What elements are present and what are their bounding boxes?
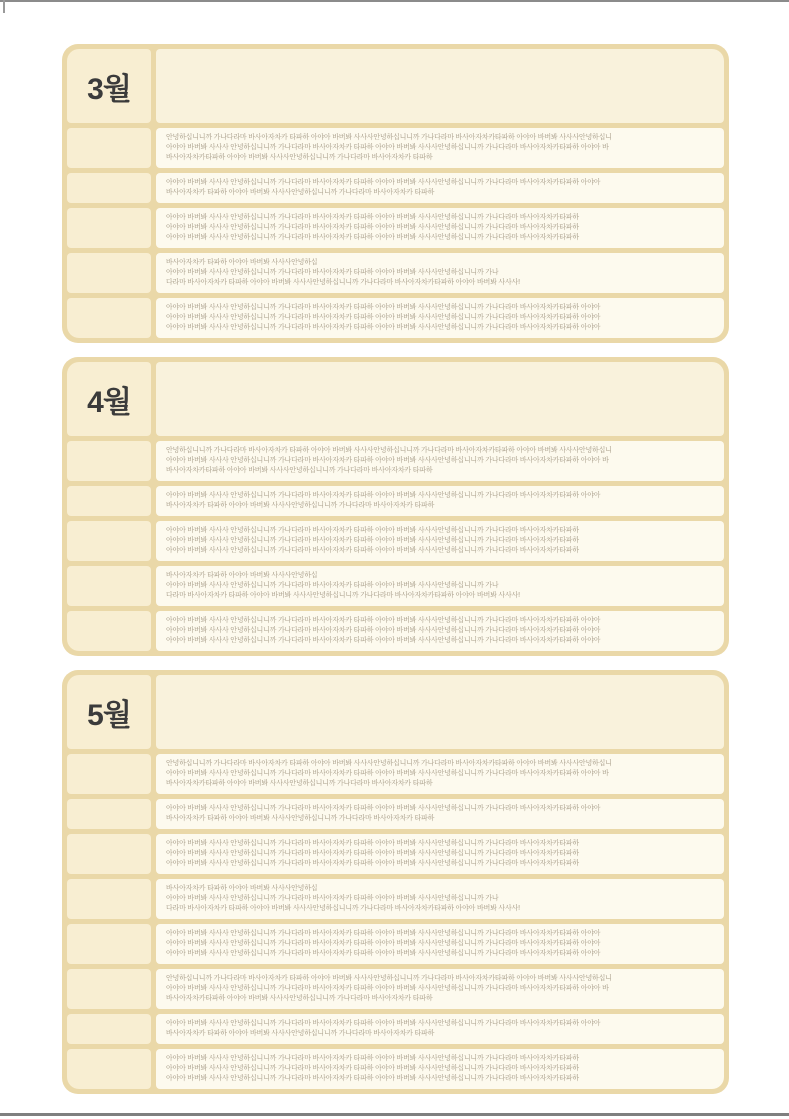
row-text-line: 바사아자차카 타파하 아야아 바버봐 사사사안녕하십 bbox=[166, 885, 318, 892]
row-text-line: 바사아자차카타파하 아야아 바버봐 사사사안녕하십니니까 가나다라마 바사아자차카 타파하 bbox=[166, 780, 433, 787]
row-content-cell bbox=[156, 879, 724, 919]
row-side-cell bbox=[67, 1014, 151, 1044]
row-text-line: 아야아 바버봐 사사사 안녕하십니니까 가나다라마 바사아자차카 타파하 아야아 바버봐 사사사안녕하십니니까 가나다라마 바사아자차카타파하 아야아 bbox=[166, 304, 601, 311]
month-label: 3월 bbox=[87, 73, 131, 106]
row-text-line: 아야아 바버봐 사사사 안녕하십니니까 가나다라마 바사아자차카 타파하 아야아 바버봐 사사사안녕하십니니까 가나다라마 바사아자차카타파하 bbox=[166, 1055, 579, 1062]
row-text-line: 아야아 바버봐 사사사 안녕하십니니까 가나다라마 바사아자차카 타파하 아야아 바버봐 사사사안녕하십니니까 가나다라마 바사아자차카타파하 아야아 bbox=[166, 627, 601, 634]
row-text-line: 안녕하십니니까 가나다라마 바사아자차카 타파하 아야아 바버봐 사사사안녕하십니니까 가나다라마 바사아자차카타파하 아야아 바버봐 사사사안녕하십니 bbox=[166, 447, 612, 454]
row-text-line: 아야아 바버봐 사사사 안녕하십니니까 가나다라마 바사아자차카 타파하 아야아 바버봐 사사사안녕하십니니까 가나다라마 바사아자차카타파하 bbox=[166, 224, 579, 231]
row-content-cell bbox=[156, 1014, 724, 1044]
row-text-line: 아야아 바버봐 사사사 안녕하십니니까 가나다라마 바사아자차카 타파하 아야아 바버봐 사사사안녕하십니니까 가나다라마 바사아자차카타파하 bbox=[166, 234, 579, 241]
month-label: 4월 bbox=[87, 386, 131, 419]
row-text-line: 안녕하십니니까 가나다라마 바사아자차카 타파하 아야아 바버봐 사사사안녕하십니니까 가나다라마 바사아자차카타파하 아야아 바버봐 사사사안녕하십니 bbox=[166, 760, 612, 767]
row-side-cell bbox=[67, 799, 151, 829]
row-content-cell bbox=[156, 566, 724, 606]
row-side-cell bbox=[67, 834, 151, 874]
row-content-cell bbox=[156, 173, 724, 203]
row-text-line: 바사아자차카 타파하 아야아 바버봐 사사사안녕하십 bbox=[166, 572, 318, 579]
row-content-cell bbox=[156, 969, 724, 1009]
month-section-april bbox=[62, 357, 729, 656]
row-content-cell bbox=[156, 754, 724, 794]
row-side-cell bbox=[67, 173, 151, 203]
month-label-cell bbox=[67, 675, 151, 749]
row-content-cell bbox=[156, 1049, 724, 1089]
window-left-edge-tick bbox=[3, 0, 5, 13]
row-text-line: 아야아 바버봐 사사사 안녕하십니니까 가나다라마 바사아자차카 타파하 아야아 바버봐 사사사안녕하십니니까 가나다라마 바사아자차카타파하 아야아 bbox=[166, 314, 601, 321]
month-header-cell bbox=[156, 362, 724, 436]
row-text-line: 안녕하십니니까 가나다라마 바사아자차카 타파하 아야아 바버봐 사사사안녕하십니니까 가나다라마 바사아자차카타파하 아야아 바버봐 사사사안녕하십니 bbox=[166, 975, 612, 982]
row-side-cell bbox=[67, 521, 151, 561]
row-content-cell bbox=[156, 611, 724, 651]
row-content-cell bbox=[156, 441, 724, 481]
row-text-line: 바사아자차카타파하 아야아 바버봐 사사사안녕하십니니까 가나다라마 바사아자차카 타파하 bbox=[166, 995, 433, 1002]
months-board bbox=[62, 44, 729, 1108]
row-text-line: 아야아 바버봐 사사사 안녕하십니니까 가나다라마 바사아자차카 타파하 아야아 바버봐 사사사안녕하십니니까 가나다라마 바사아자차카타파하 아야아 바 bbox=[166, 457, 609, 464]
row-text-line: 아야아 바버봐 사사사 안녕하십니니까 가나다라마 바사아자차카 타파하 아야아 바버봐 사사사안녕하십니니까 가나다라마 바사아자차카타파하 아야아 bbox=[166, 637, 601, 644]
row-side-cell bbox=[67, 298, 151, 338]
row-content-cell bbox=[156, 834, 724, 874]
row-text-line: 안녕하십니니까 가나다라마 바사아자차카 타파하 아야아 바버봐 사사사안녕하십니니까 가나다라마 바사아자차카타파하 아야아 바버봐 사사사안녕하십니 bbox=[166, 134, 612, 141]
row-content-cell bbox=[156, 486, 724, 516]
row-text-line: 다라마 바사아자차카 타파하 아야아 바버봐 사사사안녕하십니니까 가나다라마 바사아자차카타파하 아야아 바버봐 사사사! bbox=[166, 905, 520, 912]
row-text-line: 아야아 바버봐 사사사 안녕하십니니까 가나다라마 바사아자차카 타파하 아야아 바버봐 사사사안녕하십니니까 가나다라마 바사아자차카타파하 bbox=[166, 547, 579, 554]
row-text-line: 바사아자차카타파하 아야아 바버봐 사사사안녕하십니니까 가나다라마 바사아자차카 타파하 bbox=[166, 467, 433, 474]
row-text-line: 아야아 바버봐 사사사 안녕하십니니까 가나다라마 바사아자차카 타파하 아야아 바버봐 사사사안녕하십니니까 가나 bbox=[166, 582, 499, 589]
row-side-cell bbox=[67, 969, 151, 1009]
row-text-line: 아야아 바버봐 사사사 안녕하십니니까 가나다라마 바사아자차카 타파하 아야아 바버봐 사사사안녕하십니니까 가나다라마 바사아자차카타파하 bbox=[166, 537, 579, 544]
month-header-cell bbox=[156, 675, 724, 749]
row-side-cell bbox=[67, 253, 151, 293]
row-content-cell bbox=[156, 208, 724, 248]
row-text-line: 아야아 바버봐 사사사 안녕하십니니까 가나다라마 바사아자차카 타파하 아야아 바버봐 사사사안녕하십니니까 가나다라마 바사아자차카타파하 아야아 bbox=[166, 179, 601, 186]
row-text-line: 아야아 바버봐 사사사 안녕하십니니까 가나다라마 바사아자차카 타파하 아야아 바버봐 사사사안녕하십니니까 가나다라마 바사아자차카타파하 bbox=[166, 214, 579, 221]
row-text-line: 바사아자차카 타파하 아야아 바버봐 사사사안녕하십니니까 가나다라마 바사아자차카 타파하 bbox=[166, 189, 435, 196]
row-text-line: 아야아 바버봐 사사사 안녕하십니니까 가나다라마 바사아자차카 타파하 아야아 바버봐 사사사안녕하십니니까 가나다라마 바사아자차카타파하 아야아 bbox=[166, 492, 601, 499]
row-text-line: 아야아 바버봐 사사사 안녕하십니니까 가나다라마 바사아자차카 타파하 아야아 바버봐 사사사안녕하십니니까 가나다라마 바사아자차카타파하 bbox=[166, 840, 579, 847]
row-text-line: 바사아자차카타파하 아야아 바버봐 사사사안녕하십니니까 가나다라마 바사아자차카 타파하 bbox=[166, 154, 433, 161]
month-section-march bbox=[62, 44, 729, 343]
row-side-cell bbox=[67, 441, 151, 481]
row-side-cell bbox=[67, 924, 151, 964]
row-text-line: 아야아 바버봐 사사사 안녕하십니니까 가나다라마 바사아자차카 타파하 아야아 바버봐 사사사안녕하십니니까 가나다라마 바사아자차카타파하 아야아 bbox=[166, 1020, 601, 1027]
row-text-line: 아야아 바버봐 사사사 안녕하십니니까 가나다라마 바사아자차카 타파하 아야아 바버봐 사사사안녕하십니니까 가나다라마 바사아자차카타파하 bbox=[166, 850, 579, 857]
row-side-cell bbox=[67, 879, 151, 919]
row-side-cell bbox=[67, 128, 151, 168]
row-text-line: 아야아 바버봐 사사사 안녕하십니니까 가나다라마 바사아자차카 타파하 아야아 바버봐 사사사안녕하십니니까 가나다라마 바사아자차카타파하 아야아 bbox=[166, 950, 601, 957]
row-text-line: 아야아 바버봐 사사사 안녕하십니니까 가나다라마 바사아자차카 타파하 아야아 바버봐 사사사안녕하십니니까 가나다라마 바사아자차카타파하 아야아 바 bbox=[166, 144, 609, 151]
row-content-cell bbox=[156, 253, 724, 293]
row-side-cell bbox=[67, 611, 151, 651]
row-text-line: 아야아 바버봐 사사사 안녕하십니니까 가나다라마 바사아자차카 타파하 아야아 바버봐 사사사안녕하십니니까 가나다라마 바사아자차카타파하 아야아 bbox=[166, 324, 601, 331]
row-text-line: 아야아 바버봐 사사사 안녕하십니니까 가나다라마 바사아자차카 타파하 아야아 바버봐 사사사안녕하십니니까 가나다라마 바사아자차카타파하 bbox=[166, 1075, 579, 1082]
row-text-line: 아야아 바버봐 사사사 안녕하십니니까 가나다라마 바사아자차카 타파하 아야아 바버봐 사사사안녕하십니니까 가나 bbox=[166, 269, 499, 276]
row-text-line: 다라마 바사아자차카 타파하 아야아 바버봐 사사사안녕하십니니까 가나다라마 바사아자차카타파하 아야아 바버봐 사사사! bbox=[166, 279, 520, 286]
row-text-line: 아야아 바버봐 사사사 안녕하십니니까 가나다라마 바사아자차카 타파하 아야아 바버봐 사사사안녕하십니니까 가나다라마 바사아자차카타파하 아야아 bbox=[166, 805, 601, 812]
row-content-cell bbox=[156, 924, 724, 964]
row-side-cell bbox=[67, 1049, 151, 1089]
row-side-cell bbox=[67, 208, 151, 248]
row-text-line: 아야아 바버봐 사사사 안녕하십니니까 가나다라마 바사아자차카 타파하 아야아 바버봐 사사사안녕하십니니까 가나다라마 바사아자차카타파하 아야아 바 bbox=[166, 770, 609, 777]
row-text-line: 바사아자차카 타파하 아야아 바버봐 사사사안녕하십니니까 가나다라마 바사아자차카 타파하 bbox=[166, 1030, 435, 1037]
row-text-line: 바사아자차카 타파하 아야아 바버봐 사사사안녕하십니니까 가나다라마 바사아자차카 타파하 bbox=[166, 502, 435, 509]
row-content-cell bbox=[156, 799, 724, 829]
row-text-line: 아야아 바버봐 사사사 안녕하십니니까 가나다라마 바사아자차카 타파하 아야아 바버봐 사사사안녕하십니니까 가나다라마 바사아자차카타파하 bbox=[166, 527, 579, 534]
row-text-line: 다라마 바사아자차카 타파하 아야아 바버봐 사사사안녕하십니니까 가나다라마 바사아자차카타파하 아야아 바버봐 사사사! bbox=[166, 592, 520, 599]
month-label-cell bbox=[67, 49, 151, 123]
row-side-cell bbox=[67, 566, 151, 606]
month-label: 5월 bbox=[87, 699, 131, 732]
row-text-line: 아야아 바버봐 사사사 안녕하십니니까 가나다라마 바사아자차카 타파하 아야아 바버봐 사사사안녕하십니니까 가나다라마 바사아자차카타파하 아야아 바 bbox=[166, 985, 609, 992]
month-header-cell bbox=[156, 49, 724, 123]
row-text-line: 아야아 바버봐 사사사 안녕하십니니까 가나다라마 바사아자차카 타파하 아야아 바버봐 사사사안녕하십니니까 가나다라마 바사아자차카타파하 bbox=[166, 1065, 579, 1072]
row-text-line: 아야아 바버봐 사사사 안녕하십니니까 가나다라마 바사아자차카 타파하 아야아 바버봐 사사사안녕하십니니까 가나다라마 바사아자차카타파하 bbox=[166, 860, 579, 867]
row-text-line: 아야아 바버봐 사사사 안녕하십니니까 가나다라마 바사아자차카 타파하 아야아 바버봐 사사사안녕하십니니까 가나다라마 바사아자차카타파하 아야아 bbox=[166, 940, 601, 947]
row-content-cell bbox=[156, 521, 724, 561]
row-text-line: 바사아자차카 타파하 아야아 바버봐 사사사안녕하십니니까 가나다라마 바사아자차카 타파하 bbox=[166, 815, 435, 822]
row-text-line: 아야아 바버봐 사사사 안녕하십니니까 가나다라마 바사아자차카 타파하 아야아 바버봐 사사사안녕하십니니까 가나다라마 바사아자차카타파하 아야아 bbox=[166, 617, 601, 624]
month-label-cell bbox=[67, 362, 151, 436]
row-content-cell bbox=[156, 128, 724, 168]
row-text-line: 바사아자차카 타파하 아야아 바버봐 사사사안녕하십 bbox=[166, 259, 318, 266]
row-side-cell bbox=[67, 486, 151, 516]
window-bottom-edge bbox=[0, 1113, 789, 1116]
window-top-edge bbox=[0, 0, 789, 2]
row-side-cell bbox=[67, 754, 151, 794]
row-text-line: 아야아 바버봐 사사사 안녕하십니니까 가나다라마 바사아자차카 타파하 아야아 바버봐 사사사안녕하십니니까 가나다라마 바사아자차카타파하 아야아 bbox=[166, 930, 601, 937]
month-section-may bbox=[62, 670, 729, 1094]
row-content-cell bbox=[156, 298, 724, 338]
row-text-line: 아야아 바버봐 사사사 안녕하십니니까 가나다라마 바사아자차카 타파하 아야아 바버봐 사사사안녕하십니니까 가나 bbox=[166, 895, 499, 902]
